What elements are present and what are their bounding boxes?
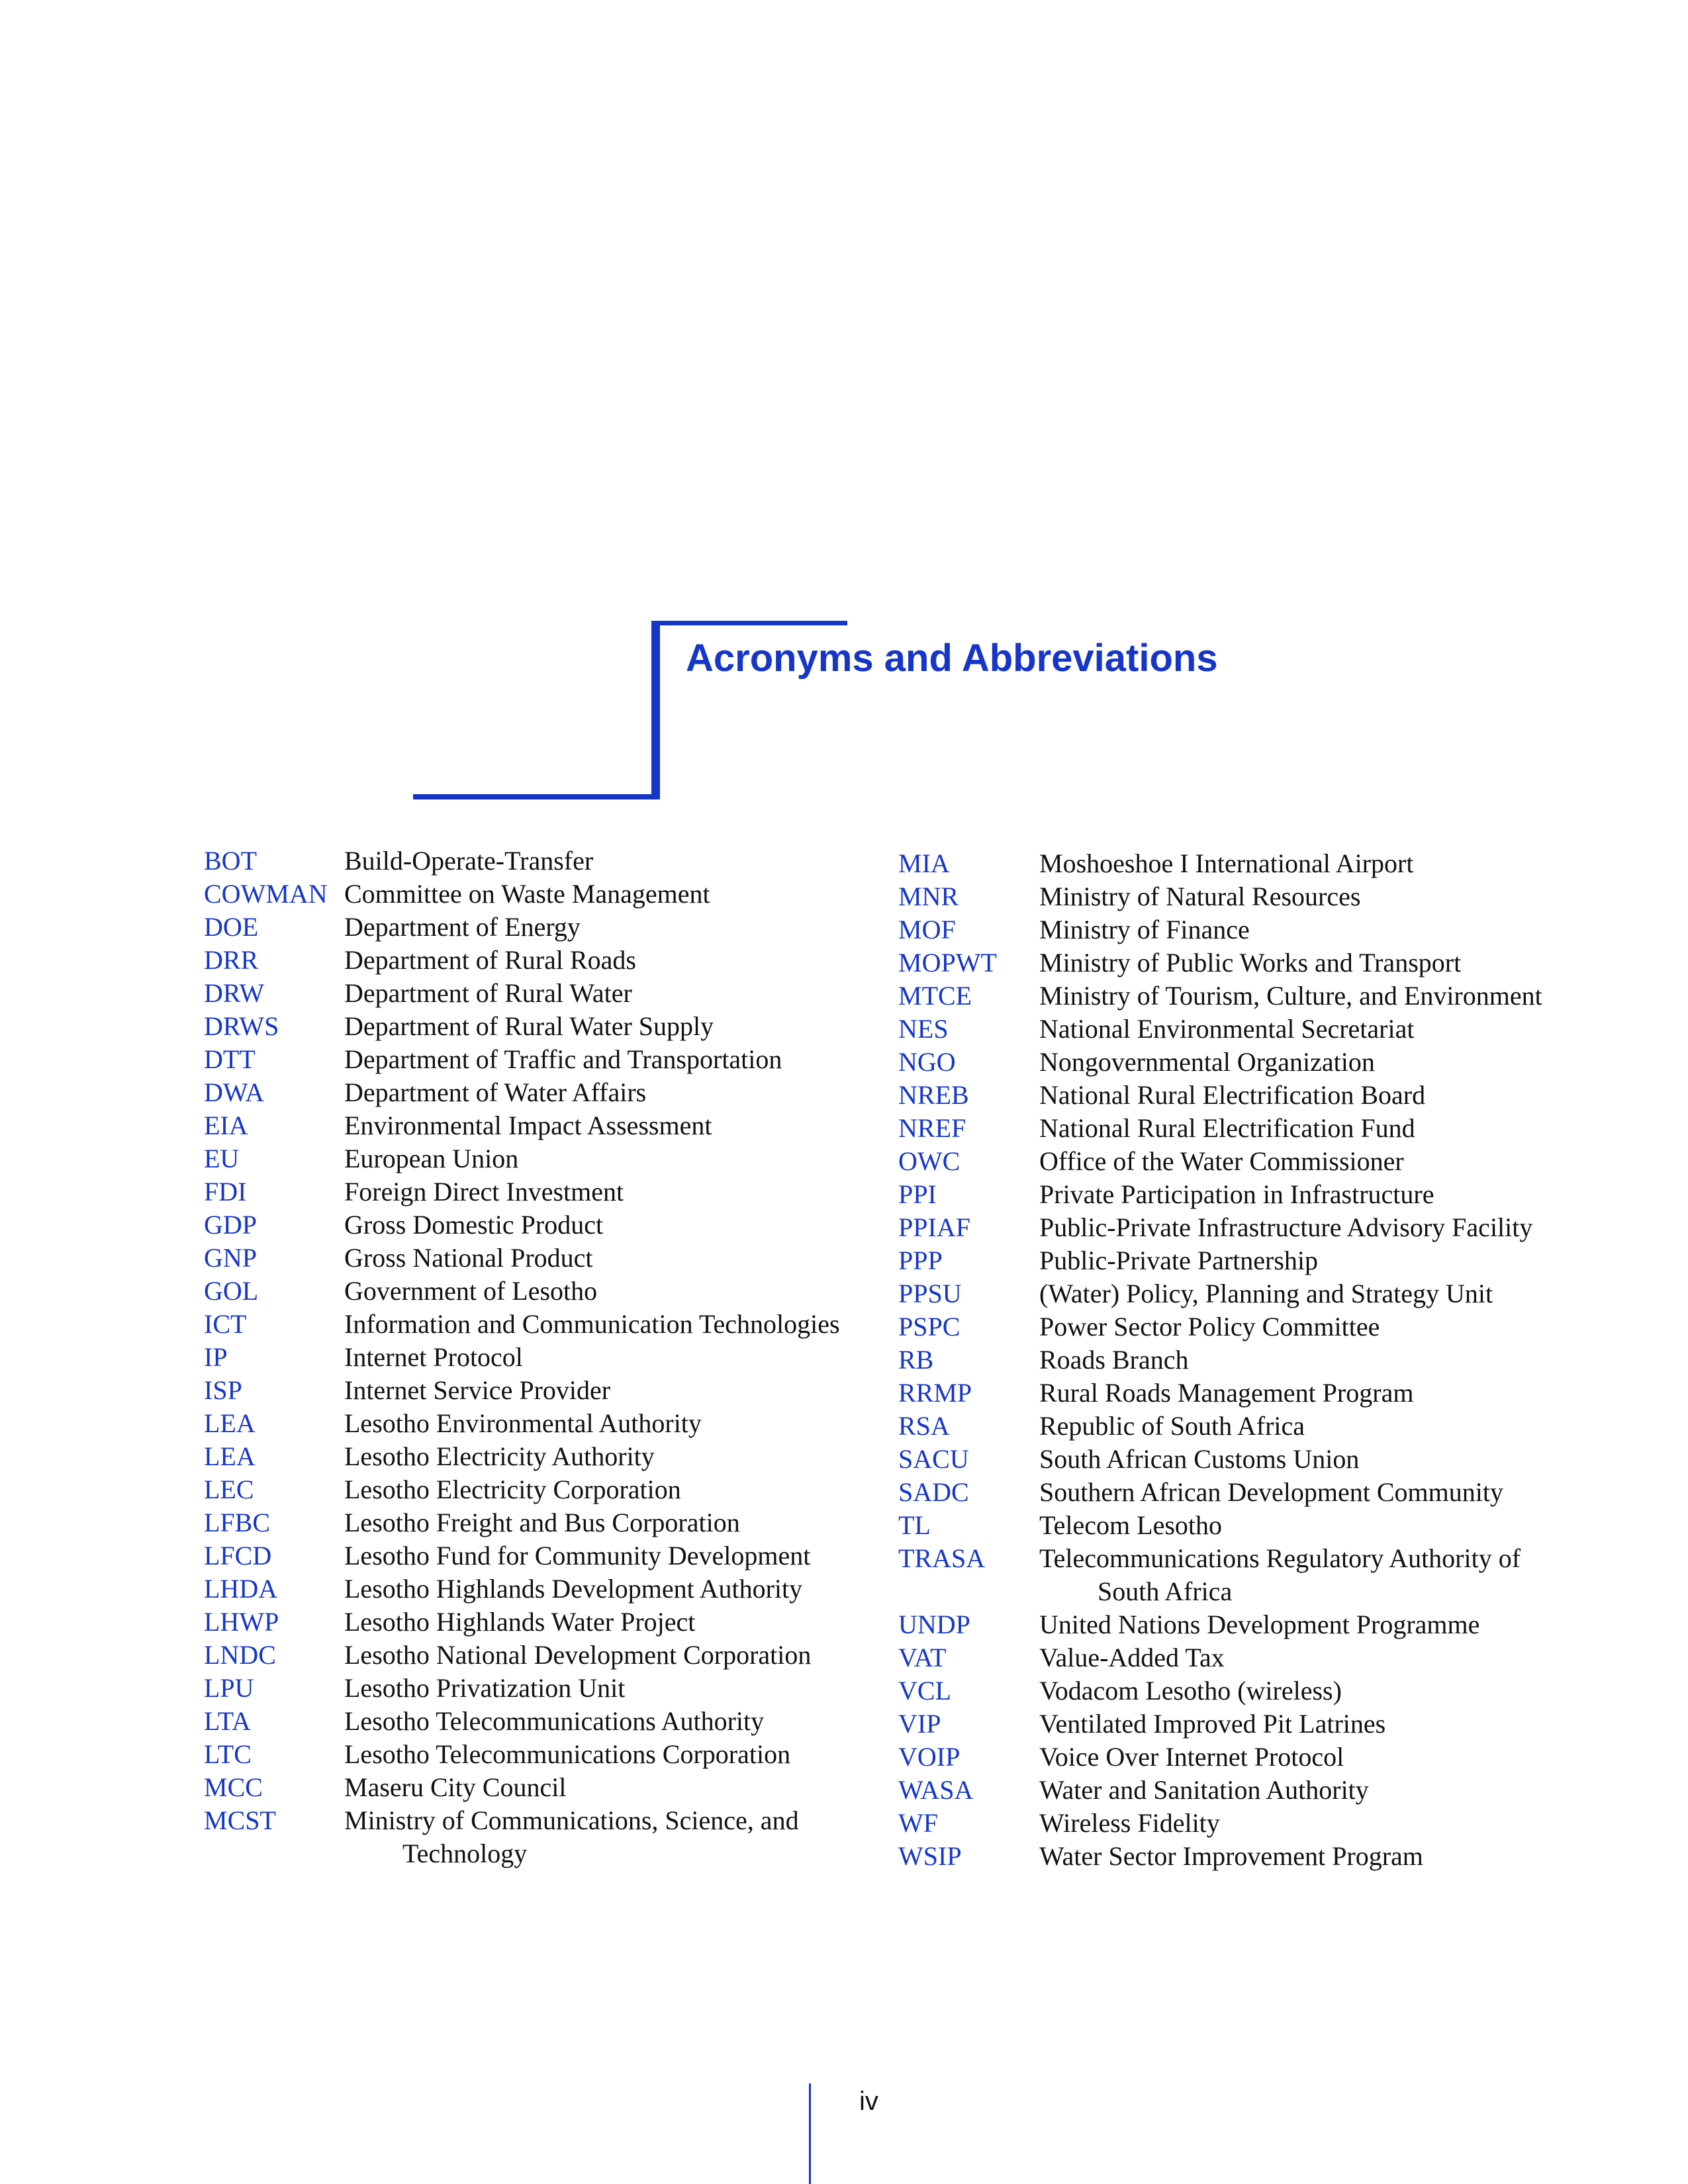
acronym-entry — [898, 979, 1593, 1013]
acronym-abbreviation: RSA — [898, 1411, 950, 1441]
acronym-definition — [1039, 1244, 1593, 1277]
acronym-entry — [204, 1010, 853, 1043]
acronym-abbreviation: SACU — [898, 1444, 969, 1474]
acronym-abbreviation: MIA — [898, 848, 950, 878]
acronym-definition-text: Government of Lesotho — [344, 1276, 598, 1306]
acronym-entry — [898, 1707, 1593, 1741]
acronym-abbreviation: LPU — [204, 1673, 254, 1703]
acronym-definition-text: Water and Sanitation Authority — [1039, 1775, 1369, 1805]
acronym-definition — [1039, 1807, 1593, 1840]
acronym-entry — [204, 1407, 853, 1440]
acronym-abbreviation: RRMP — [898, 1378, 972, 1408]
acronym-definition-text: European Union — [344, 1144, 519, 1173]
footer-rule — [809, 2083, 811, 2184]
acronym-definition-text: Lesotho Environmental Authority — [344, 1408, 702, 1438]
acronym-definition — [1039, 1079, 1593, 1112]
acronym-entry — [204, 1208, 853, 1242]
acronym-abbreviation: ICT — [204, 1309, 247, 1339]
acronym-entry — [898, 1377, 1593, 1410]
acronym-abbreviation: DWA — [204, 1077, 265, 1107]
page-title: Acronyms and Abbreviations — [686, 637, 1218, 680]
acronym-entry — [204, 1506, 853, 1539]
acronym-abbreviation: MOF — [898, 915, 956, 944]
acronym-entry — [898, 1178, 1593, 1211]
acronym-definition — [344, 1407, 853, 1440]
acronym-abbreviation: RB — [898, 1345, 934, 1375]
acronym-definition — [344, 1639, 853, 1672]
acronym-entry — [204, 1738, 853, 1771]
acronym-definition — [344, 944, 853, 977]
acronym-definition-text: Department of Energy — [344, 912, 581, 942]
acronym-definition — [1039, 1774, 1593, 1807]
acronym-entry — [898, 1410, 1593, 1443]
acronym-abbreviation: WF — [898, 1808, 938, 1838]
acronym-abbreviation: PPSU — [898, 1279, 962, 1308]
acronym-definition — [344, 1473, 853, 1506]
acronym-abbreviation: GOL — [204, 1276, 259, 1306]
acronym-entry — [898, 1244, 1593, 1277]
acronym-definition — [1039, 946, 1593, 979]
title-rule-vertical — [651, 621, 660, 799]
acronym-abbreviation: EU — [204, 1144, 240, 1173]
acronym-entry — [898, 1343, 1593, 1377]
acronym-definition — [1039, 1377, 1593, 1410]
acronym-definition — [1039, 1112, 1593, 1145]
acronym-definition-text: Telecommunications Regulatory Authority of — [1039, 1543, 1521, 1573]
acronym-entry — [898, 1112, 1593, 1145]
acronym-abbreviation: MOPWT — [898, 948, 997, 978]
acronym-entry — [204, 1076, 853, 1109]
acronym-entry — [204, 1804, 853, 1870]
acronym-definition-text: Information and Communication Technologies — [344, 1309, 840, 1339]
acronym-definition-text: Gross Domestic Product — [344, 1210, 604, 1240]
acronym-abbreviation: NGO — [898, 1047, 956, 1077]
acronym-definition-text: Public-Private Infrastructure Advisory Facility — [1039, 1212, 1533, 1242]
acronym-entry — [898, 1145, 1593, 1178]
acronym-definition-continuation: South Africa — [1098, 1576, 1233, 1606]
acronym-entry — [898, 1079, 1593, 1112]
acronym-entry — [898, 880, 1593, 913]
acronym-definition — [344, 1374, 853, 1407]
acronym-definition-text: Lesotho Freight and Bus Corporation — [344, 1508, 740, 1537]
acronym-entry — [204, 1175, 853, 1208]
acronym-definition — [344, 844, 853, 878]
acronym-abbreviation: VOIP — [898, 1742, 961, 1772]
acronym-entry — [204, 1539, 853, 1572]
acronym-definition — [344, 1440, 853, 1473]
acronym-definition — [344, 1275, 853, 1308]
acronym-entry — [898, 1277, 1593, 1310]
acronym-definition — [344, 1771, 853, 1804]
acronym-definition — [344, 1076, 853, 1109]
acronym-definition — [344, 1606, 853, 1639]
acronym-definition — [344, 1341, 853, 1374]
acronym-definition — [344, 1208, 853, 1242]
acronym-abbreviation: MCC — [204, 1772, 263, 1802]
acronym-definition-text: Southern African Development Community — [1039, 1477, 1503, 1507]
acronym-definition — [1039, 1178, 1593, 1211]
acronym-definition-text: Roads Branch — [1039, 1345, 1189, 1375]
page-number: iv — [859, 2087, 878, 2116]
acronym-definition — [1039, 1211, 1593, 1244]
acronym-definition-text: Telecom Lesotho — [1039, 1510, 1222, 1540]
acronym-definition — [1039, 1608, 1593, 1641]
acronym-definition-text: Nongovernmental Organization — [1039, 1047, 1375, 1077]
acronym-abbreviation: TL — [898, 1510, 931, 1540]
acronym-abbreviation: LTC — [204, 1739, 252, 1769]
acronym-entry — [204, 844, 853, 878]
acronym-entry — [898, 1046, 1593, 1079]
acronym-entry — [204, 1639, 853, 1672]
acronym-entry — [204, 878, 853, 911]
acronym-definition-text: Ministry of Communications, Science, and — [344, 1805, 799, 1835]
acronym-definition-text: Lesotho Telecommunications Authority — [344, 1706, 765, 1736]
acronym-definition — [1039, 1046, 1593, 1079]
acronym-definition-text: Committee on Waste Management — [344, 879, 710, 909]
acronym-definition — [1039, 1277, 1593, 1310]
acronym-abbreviation: PPI — [898, 1179, 937, 1209]
acronym-abbreviation: DOE — [204, 912, 259, 942]
acronym-definition — [344, 1539, 853, 1572]
acronym-abbreviation: GNP — [204, 1243, 258, 1273]
acronym-definition — [1039, 1707, 1593, 1741]
acronym-entry — [204, 1771, 853, 1804]
acronym-definition — [344, 1142, 853, 1175]
acronym-definition — [344, 977, 853, 1010]
acronym-entry — [898, 1509, 1593, 1542]
acronym-definition-text: Value-Added Tax — [1039, 1643, 1225, 1672]
acronym-entry — [898, 1807, 1593, 1840]
acronym-abbreviation: VCL — [898, 1676, 951, 1706]
acronym-definition-text: Vodacom Lesotho (wireless) — [1039, 1676, 1342, 1706]
acronym-entry — [204, 1242, 853, 1275]
acronym-definition — [344, 1506, 853, 1539]
acronym-list-left — [204, 844, 853, 1870]
acronym-definition-text: Rural Roads Management Program — [1039, 1378, 1414, 1408]
acronym-definition-text: Lesotho Highlands Water Project — [344, 1607, 696, 1637]
acronym-definition — [1039, 979, 1593, 1013]
acronym-definition-text: Foreign Direct Investment — [344, 1177, 624, 1206]
acronym-definition-text: Office of the Water Commissioner — [1039, 1146, 1404, 1176]
acronym-definition-text: Department of Water Affairs — [344, 1077, 647, 1107]
acronym-abbreviation: MCST — [204, 1805, 276, 1835]
acronym-definition-text: Department of Rural Roads — [344, 945, 636, 975]
acronym-abbreviation: MNR — [898, 882, 959, 911]
acronym-definition-text: Lesotho Telecommunications Corporation — [344, 1739, 791, 1769]
acronym-definition — [1039, 880, 1593, 913]
acronym-entry — [898, 1608, 1593, 1641]
acronym-definition-text: National Rural Electrification Board — [1039, 1080, 1426, 1110]
acronym-definition — [344, 1738, 853, 1771]
acronym-entry — [898, 1741, 1593, 1774]
acronym-abbreviation: LHWP — [204, 1607, 279, 1637]
acronym-definition-text: Department of Rural Water — [344, 978, 632, 1008]
acronym-entry — [204, 1672, 853, 1705]
acronym-entry — [898, 913, 1593, 946]
acronym-definition — [344, 1010, 853, 1043]
acronym-abbreviation: MTCE — [898, 981, 972, 1011]
acronym-abbreviation: DRR — [204, 945, 259, 975]
acronym-definition-text: Wireless Fidelity — [1039, 1808, 1220, 1838]
acronym-entry — [898, 1542, 1593, 1608]
acronym-entry — [898, 1211, 1593, 1244]
acronym-entry — [204, 1275, 853, 1308]
acronym-entry — [898, 1310, 1593, 1343]
acronym-definition-text: Moshoeshoe I International Airport — [1039, 848, 1414, 878]
acronym-definition — [1039, 1410, 1593, 1443]
acronym-abbreviation: LEA — [204, 1441, 256, 1471]
acronym-definition-text: (Water) Policy, Planning and Strategy Unit — [1039, 1279, 1493, 1308]
acronym-definition-text: Public-Private Partnership — [1039, 1246, 1319, 1275]
acronym-definition-text: Voice Over Internet Protocol — [1039, 1742, 1344, 1772]
acronym-abbreviation: GDP — [204, 1210, 258, 1240]
acronym-abbreviation: COWMAN — [204, 879, 328, 909]
acronym-definition — [1039, 1443, 1593, 1476]
acronym-definition — [1039, 1145, 1593, 1178]
acronym-abbreviation: ISP — [204, 1375, 242, 1405]
acronym-abbreviation: LTA — [204, 1706, 251, 1736]
acronym-entry — [204, 1341, 853, 1374]
acronym-abbreviation: UNDP — [898, 1610, 970, 1639]
acronym-definition — [344, 1043, 853, 1076]
acronym-definition — [344, 1572, 853, 1606]
acronym-entry — [204, 1308, 853, 1341]
acronym-entry — [204, 911, 853, 944]
acronym-definition-text: South African Customs Union — [1039, 1444, 1360, 1474]
acronym-abbreviation: WSIP — [898, 1841, 962, 1871]
acronym-definition — [1039, 1542, 1593, 1608]
acronym-definition-text: Ventilated Improved Pit Latrines — [1039, 1709, 1386, 1739]
acronym-definition-text: National Environmental Secretariat — [1039, 1014, 1415, 1044]
acronym-definition — [344, 1705, 853, 1738]
acronym-entry — [898, 1013, 1593, 1046]
acronym-definition — [1039, 1741, 1593, 1774]
acronym-definition-text: Lesotho Fund for Community Development — [344, 1541, 811, 1570]
acronym-abbreviation: DRWS — [204, 1011, 279, 1041]
acronym-entry — [204, 1440, 853, 1473]
acronym-definition-text: Department of Rural Water Supply — [344, 1011, 714, 1041]
acronym-definition-text: Ministry of Tourism, Culture, and Environment — [1039, 981, 1542, 1011]
acronym-definition-text: Ministry of Natural Resources — [1039, 882, 1361, 911]
acronym-definition-text: United Nations Development Programme — [1039, 1610, 1480, 1639]
acronym-definition — [344, 1672, 853, 1705]
acronym-entry — [204, 1109, 853, 1142]
acronym-definition — [1039, 847, 1593, 880]
acronym-definition-text: Republic of South Africa — [1039, 1411, 1305, 1441]
acronym-abbreviation: DTT — [204, 1044, 256, 1074]
acronym-definition — [1039, 1674, 1593, 1707]
acronym-entry — [204, 1572, 853, 1606]
acronym-definition — [1039, 1641, 1593, 1674]
acronym-definition — [1039, 913, 1593, 946]
acronym-abbreviation: DRW — [204, 978, 265, 1008]
acronym-definition-text: National Rural Electrification Fund — [1039, 1113, 1415, 1143]
acronym-abbreviation: VIP — [898, 1709, 941, 1739]
acronym-definition — [344, 1242, 853, 1275]
acronym-definition-text: Environmental Impact Assessment — [344, 1111, 712, 1140]
title-rule-top — [651, 621, 847, 625]
acronym-entry — [204, 977, 853, 1010]
acronym-abbreviation: PPIAF — [898, 1212, 970, 1242]
acronym-abbreviation: VAT — [898, 1643, 947, 1672]
acronym-definition — [1039, 1509, 1593, 1542]
acronym-definition-text: Lesotho National Development Corporation — [344, 1640, 812, 1670]
acronym-definition — [1039, 1476, 1593, 1509]
acronym-definition — [1039, 1343, 1593, 1377]
acronym-definition-text: Lesotho Electricity Corporation — [344, 1475, 681, 1504]
acronym-definition — [344, 1804, 853, 1870]
acronym-abbreviation: BOT — [204, 846, 257, 876]
acronym-entry — [898, 1674, 1593, 1707]
acronym-definition-text: Build-Operate-Transfer — [344, 846, 594, 876]
acronym-definition — [1039, 1840, 1593, 1873]
acronym-definition-text: Department of Traffic and Transportation — [344, 1044, 782, 1074]
acronym-definition — [1039, 1013, 1593, 1046]
acronym-list-right — [898, 847, 1593, 1873]
acronym-definition — [344, 1109, 853, 1142]
acronym-entry — [898, 1840, 1593, 1873]
acronym-entry — [204, 1606, 853, 1639]
acronym-entry — [204, 1705, 853, 1738]
title-rule-bottom — [413, 794, 660, 799]
acronym-abbreviation: LFCD — [204, 1541, 272, 1570]
acronym-abbreviation: LHDA — [204, 1574, 278, 1604]
acronym-entry — [898, 1774, 1593, 1807]
acronym-definition-text: Lesotho Electricity Authority — [344, 1441, 655, 1471]
acronym-entry — [898, 1641, 1593, 1674]
acronym-abbreviation: LFBC — [204, 1508, 271, 1537]
acronym-entry — [204, 1473, 853, 1506]
acronym-definition-text: Private Participation in Infrastructure — [1039, 1179, 1434, 1209]
acronym-abbreviation: OWC — [898, 1146, 961, 1176]
acronym-entry — [898, 946, 1593, 979]
acronym-abbreviation: EIA — [204, 1111, 248, 1140]
acronym-entry — [204, 944, 853, 977]
acronym-abbreviation: TRASA — [898, 1543, 986, 1573]
acronym-definition — [1039, 1310, 1593, 1343]
acronym-entry — [898, 847, 1593, 880]
acronym-definition-text: Internet Protocol — [344, 1342, 523, 1372]
acronym-definition — [344, 911, 853, 944]
acronym-abbreviation: FDI — [204, 1177, 247, 1206]
acronym-abbreviation: NREF — [898, 1113, 966, 1143]
acronym-definition — [344, 878, 853, 911]
acronym-definition-text: Ministry of Public Works and Transport — [1039, 948, 1462, 978]
acronym-definition — [344, 1308, 853, 1341]
acronym-definition-text: Water Sector Improvement Program — [1039, 1841, 1423, 1871]
acronym-definition-text: Lesotho Privatization Unit — [344, 1673, 626, 1703]
acronym-definition-text: Internet Service Provider — [344, 1375, 611, 1405]
acronym-abbreviation: WASA — [898, 1775, 974, 1805]
acronym-abbreviation: PPP — [898, 1246, 943, 1275]
acronym-definition-text: Power Sector Policy Committee — [1039, 1312, 1380, 1342]
acronym-abbreviation: LEA — [204, 1408, 256, 1438]
acronym-definition-text: Lesotho Highlands Development Authority — [344, 1574, 803, 1604]
acronym-definition-text: Gross National Product — [344, 1243, 593, 1273]
acronym-abbreviation: PSPC — [898, 1312, 961, 1342]
acronym-definition — [344, 1175, 853, 1208]
acronym-definition-text: Maseru City Council — [344, 1772, 567, 1802]
acronym-abbreviation: SADC — [898, 1477, 969, 1507]
acronym-abbreviation: IP — [204, 1342, 228, 1372]
acronym-entry — [204, 1142, 853, 1175]
acronym-definition-text: Ministry of Finance — [1039, 915, 1250, 944]
acronym-entry — [898, 1443, 1593, 1476]
acronym-entry — [204, 1374, 853, 1407]
acronym-abbreviation: NREB — [898, 1080, 969, 1110]
acronym-entry — [204, 1043, 853, 1076]
acronym-abbreviation: LEC — [204, 1475, 254, 1504]
acronym-definition-continuation: Technology — [402, 1839, 528, 1868]
acronym-abbreviation: NES — [898, 1014, 949, 1044]
acronym-abbreviation: LNDC — [204, 1640, 276, 1670]
acronym-entry — [898, 1476, 1593, 1509]
